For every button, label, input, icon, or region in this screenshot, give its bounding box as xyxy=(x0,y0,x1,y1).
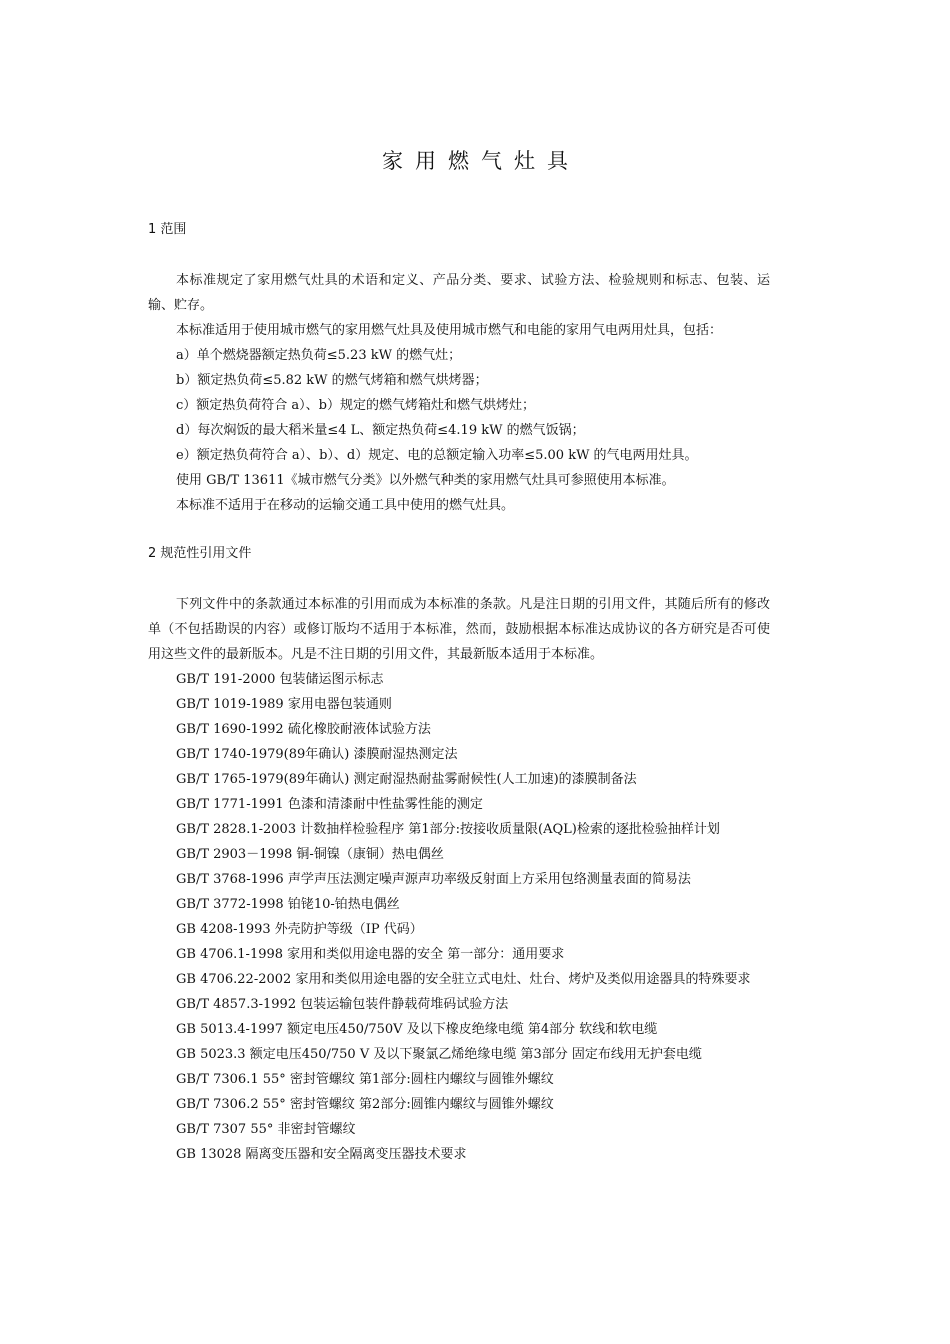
reference-item: GB/T 1765-1979(89年确认) 测定耐湿热耐盐雾耐候性(人工加速)的漆膜制备法 xyxy=(176,772,637,787)
reference-item: GB/T 7306.1 55° 密封管螺纹 第1部分:圆柱内螺纹与圆锥外螺纹 xyxy=(176,1072,554,1087)
reference-item: GB 4706.22-2002 家用和类似用途电器的安全驻立式电灶、灶台、烤炉及类似用途器具的特殊要求 xyxy=(176,972,751,987)
list-item: a）单个燃烧器额定热负荷≤5.23 kW 的燃气灶； xyxy=(176,348,462,363)
paragraph: 下列文件中的条款通过本标准的引用而成为本标准的条款。凡是注日期的引用文件，其随后所有的修改单（不包括勘误的内容）或修订版均不适用于本标准，然而，鼓励根据本标准达成协议的各方研究是否可使用这些文件的最新版本。凡是不注日期的引用文件，其最新版本适用于本标准。 xyxy=(148,597,770,662)
list-item: e）额定热负荷符合 a）、b）、d）规定、电的总额定输入功率≤5.00 kW 的气电两用灶具。 xyxy=(176,448,698,463)
reference-item: GB 4706.1-1998 家用和类似用途电器的安全 第一部分：通用要求 xyxy=(176,947,565,962)
reference-item: GB/T 1740-1979(89年确认) 漆膜耐湿热测定法 xyxy=(176,747,458,762)
reference-item: GB 4208-1993 外壳防护等级（IP 代码） xyxy=(176,922,423,937)
document-title: 家用燃气灶具 xyxy=(382,149,580,173)
reference-item: GB/T 3768-1996 声学声压法测定噪声源声功率级反射面上方采用包络测量表面的简易法 xyxy=(176,872,691,887)
reference-item: GB/T 4857.3-1992 包装运输包装件静载荷堆码试验方法 xyxy=(176,997,509,1012)
list-item: d）每次焖饭的最大稻米量≤4 L、额定热负荷≤4.19 kW 的燃气饭锅； xyxy=(176,423,585,438)
reference-item: GB/T 1771-1991 色漆和清漆耐中性盐雾性能的测定 xyxy=(176,797,483,812)
reference-item: GB/T 3772-1998 铂铑10-铂热电偶丝 xyxy=(176,897,400,912)
reference-item: GB/T 7307 55° 非密封管螺纹 xyxy=(176,1122,356,1137)
paragraph: 本标准适用于使用城市燃气的家用燃气灶具及使用城市燃气和电能的家用气电两用灶具，包括： xyxy=(176,323,723,338)
reference-item: GB 5023.3 额定电压450/750 V 及以下聚氯乙烯绝缘电缆 第3部分 固定布线用无护套电缆 xyxy=(176,1047,702,1062)
reference-item: GB/T 1019-1989 家用电器包装通则 xyxy=(176,697,392,712)
reference-item: GB 5013.4-1997 额定电压450/750V 及以下橡皮绝缘电缆 第4部分 软线和软电缆 xyxy=(176,1022,658,1037)
reference-item: GB/T 1690-1992 硫化橡胶耐液体试验方法 xyxy=(176,722,431,737)
paragraph: 本标准不适用于在移动的运输交通工具中使用的燃气灶具。 xyxy=(176,498,515,513)
section-body-scope xyxy=(148,268,770,518)
reference-item: GB/T 7306.2 55° 密封管螺纹 第2部分:圆锥内螺纹与圆锥外螺纹 xyxy=(176,1097,554,1112)
reference-item: GB/T 191-2000 包装储运图示标志 xyxy=(176,672,384,687)
reference-item: GB/T 2828.1-2003 计数抽样检验程序 第1部分:按接收质量限(AQL)检索的逐批检验抽样计划 xyxy=(176,822,720,837)
paragraph: 本标准规定了家用燃气灶具的术语和定义、产品分类、要求、试验方法、检验规则和标志、包装、运输、贮存。 xyxy=(148,273,770,313)
list-item: c）额定热负荷符合 a）、b）规定的燃气烤箱灶和燃气烘烤灶； xyxy=(176,398,535,413)
reference-item: GB 13028 隔离变压器和安全隔离变压器技术要求 xyxy=(176,1147,467,1162)
section-heading-scope: 1 范围 xyxy=(148,222,187,237)
paragraph: 使用 GB/T 13611《城市燃气分类》以外燃气种类的家用燃气灶具可参照使用本标准。 xyxy=(176,473,675,488)
section-body-normative-references xyxy=(148,592,770,1167)
section-heading-normative-references: 2 规范性引用文件 xyxy=(148,546,252,561)
reference-item: GB/T 2903－1998 铜-铜镍（康铜）热电偶丝 xyxy=(176,847,444,862)
list-item: b）额定热负荷≤5.82 kW 的燃气烤箱和燃气烘烤器； xyxy=(176,373,488,388)
